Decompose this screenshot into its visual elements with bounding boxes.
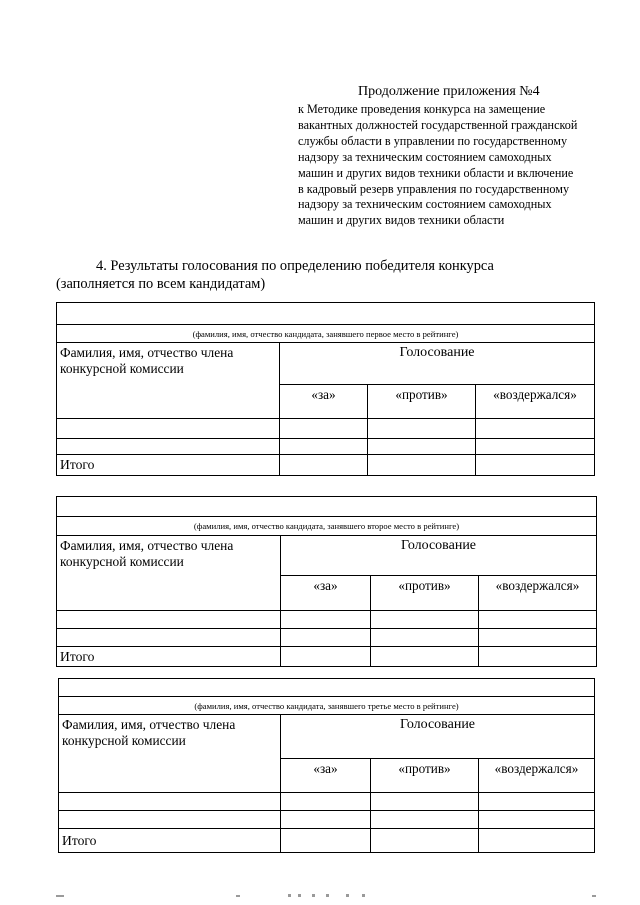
vote-cell[interactable] (281, 793, 371, 811)
section-subtitle: (заполняется по всем кандидатам) (56, 276, 266, 292)
vote-cell[interactable] (371, 793, 479, 811)
candidate-caption: (фамилия, имя, отчество кандидата, занявшего третье место в рейтинге) (59, 697, 595, 715)
vote-cell[interactable] (479, 629, 597, 647)
voting-header: Голосование (281, 536, 597, 576)
voting-header: Голосование (280, 343, 595, 385)
vote-cell[interactable] (476, 419, 595, 439)
section-title (56, 257, 494, 293)
total-cell[interactable] (371, 829, 479, 853)
appendix-line: надзору за техническим состоянием самоходных (298, 149, 552, 164)
vote-against-header: «против» (368, 385, 476, 419)
member-cell[interactable] (59, 793, 281, 811)
vote-cell[interactable] (476, 439, 595, 455)
voting-table-third-place (58, 678, 595, 853)
total-cell[interactable] (479, 829, 595, 853)
vote-cell[interactable] (280, 439, 368, 455)
appendix-line: вакантных должностей государственной гражданской (298, 117, 578, 132)
vote-for-header: «за» (280, 385, 368, 419)
appendix-subtitle (298, 102, 618, 229)
member-column-header: Фамилия, имя, отчество члена конкурсной комиссии (57, 343, 280, 419)
total-cell[interactable] (479, 647, 597, 667)
vote-cell[interactable] (368, 439, 476, 455)
total-label: Итого (59, 829, 281, 853)
voting-header: Голосование (281, 715, 595, 759)
candidate-name-field[interactable] (59, 679, 595, 697)
member-cell[interactable] (57, 629, 281, 647)
voting-table-first-place (56, 302, 595, 476)
member-column-header: Фамилия, имя, отчество члена конкурсной комиссии (57, 536, 281, 611)
vote-cell[interactable] (281, 811, 371, 829)
appendix-line: машин и других видов техники области (298, 213, 505, 228)
member-cell[interactable] (59, 811, 281, 829)
appendix-title: Продолжение приложения №4 (358, 84, 540, 99)
candidate-caption: (фамилия, имя, отчество кандидата, занявшего первое место в рейтинге) (57, 325, 595, 343)
candidate-caption: (фамилия, имя, отчество кандидата, занявшего второе место в рейтинге) (57, 517, 597, 536)
total-cell[interactable] (368, 455, 476, 476)
appendix-line: к Методике проведения конкурса на замещение (298, 102, 546, 116)
member-cell[interactable] (57, 611, 281, 629)
total-cell[interactable] (281, 829, 371, 853)
vote-abstain-header: «воздержался» (476, 385, 595, 419)
candidate-name-field[interactable] (57, 497, 597, 517)
voting-table-second-place (56, 496, 597, 667)
candidate-name-field[interactable] (57, 303, 595, 325)
vote-cell[interactable] (479, 811, 595, 829)
vote-against-header: «против» (371, 759, 479, 793)
vote-cell[interactable] (280, 419, 368, 439)
vote-cell[interactable] (371, 629, 479, 647)
member-column-header: Фамилия, имя, отчество члена конкурсной комиссии (59, 715, 281, 793)
total-cell[interactable] (281, 647, 371, 667)
section-title-line: 4. Результаты голосования по определению победителя конкурса (96, 258, 494, 274)
total-label: Итого (57, 455, 280, 476)
vote-against-header: «против» (371, 576, 479, 611)
appendix-line: машин и других видов техники области и включение (298, 165, 574, 180)
vote-abstain-header: «воздержался» (479, 576, 597, 611)
vote-cell[interactable] (371, 811, 479, 829)
vote-cell[interactable] (479, 611, 597, 629)
vote-cell[interactable] (371, 611, 479, 629)
vote-cell[interactable] (281, 611, 371, 629)
member-cell[interactable] (57, 439, 280, 455)
vote-cell[interactable] (368, 419, 476, 439)
vote-for-header: «за» (281, 576, 371, 611)
appendix-line: службы области в управлении по государственному (298, 133, 568, 148)
scan-footer-artifact (56, 893, 596, 899)
member-cell[interactable] (57, 419, 280, 439)
vote-cell[interactable] (281, 629, 371, 647)
appendix-line: в кадровый резерв управления по государственному (298, 181, 570, 196)
total-cell[interactable] (476, 455, 595, 476)
total-cell[interactable] (371, 647, 479, 667)
total-label: Итого (57, 647, 281, 667)
vote-for-header: «за» (281, 759, 371, 793)
vote-abstain-header: «воздержался» (479, 759, 595, 793)
appendix-line: надзору за техническим состоянием самоходных (298, 197, 552, 212)
vote-cell[interactable] (479, 793, 595, 811)
total-cell[interactable] (280, 455, 368, 476)
